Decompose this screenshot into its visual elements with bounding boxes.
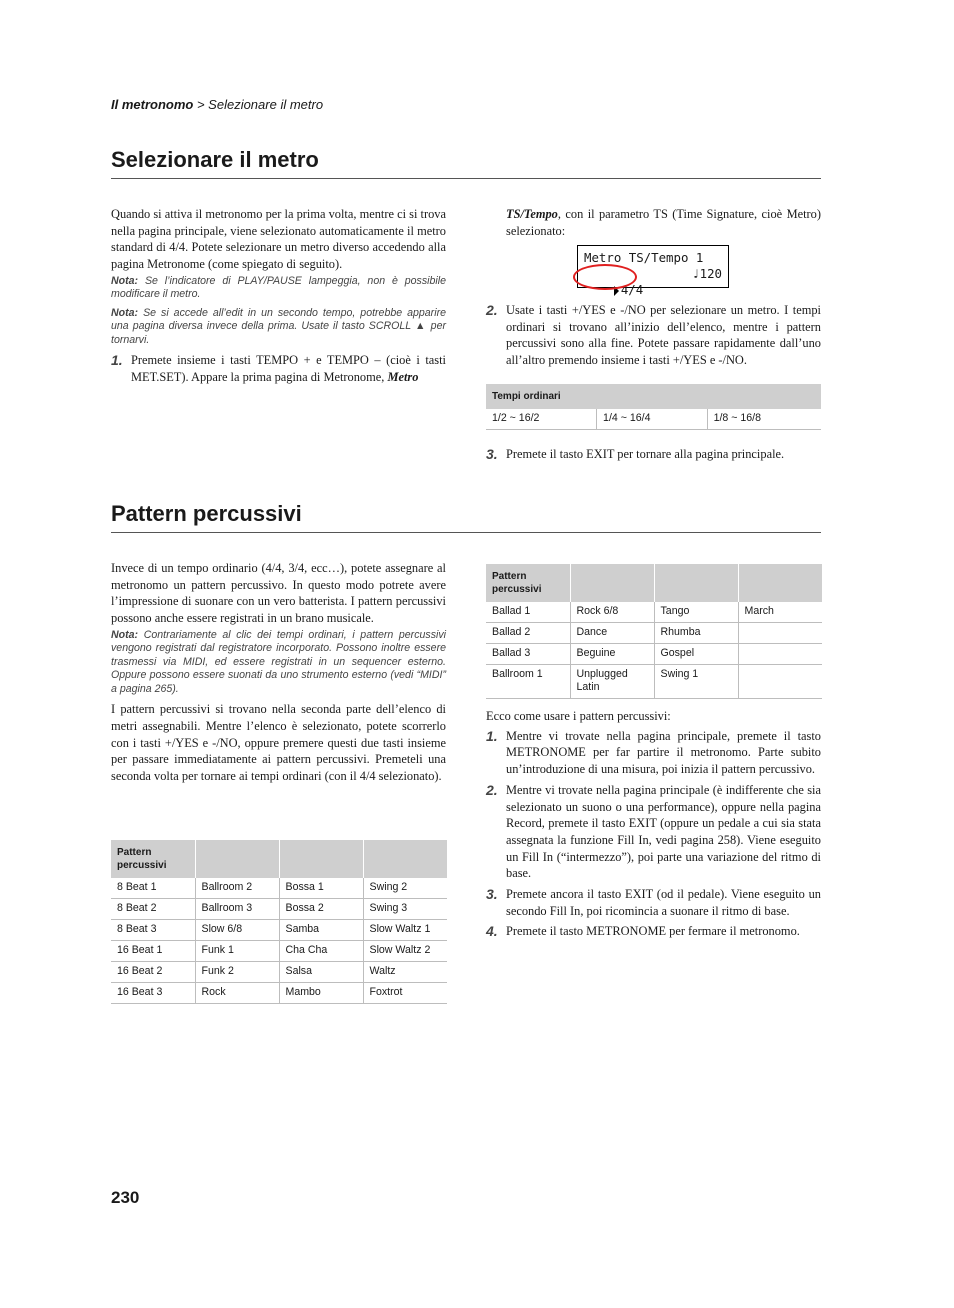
table-cell: March (738, 602, 822, 623)
table-row (111, 941, 447, 962)
table-cell: Bossa 2 (279, 899, 363, 920)
step-1-metro (111, 352, 446, 385)
step-bold-text: Metro (387, 370, 419, 385)
table-cell: Slow 6/8 (195, 920, 279, 941)
section2-intro: Invece di un tempo ordinario (4/4, 3/4, ecc…), potete assegnare al metronomo un pattern percussivo. In questo modo potrete avere l’impressione di suonare con un vero batterista. I pattern percussivi possono anche essere registrati in un brano musicale. (111, 561, 446, 626)
table-cell: Ballroom 1 (486, 665, 570, 699)
table-cell: Slow Waltz 2 (363, 941, 447, 962)
note-label: Nota: (111, 274, 139, 287)
table-cell: Swing 3 (363, 899, 447, 920)
table-cell: 8 Beat 1 (111, 878, 195, 899)
table-cell: Gospel (654, 644, 738, 665)
step-number: 2. (486, 302, 498, 318)
step-4-pattern (486, 923, 821, 940)
table-header: Pattern percussivi (486, 564, 570, 602)
note-label: Nota: (111, 628, 139, 641)
lcd-line-1: Metro TS/Tempo 1 (584, 250, 704, 265)
table-cell: Foxtrot (363, 983, 447, 1004)
step-number: 1. (486, 727, 498, 744)
step-text: Premete insieme i tasti TEMPO + e TEMPO – (cioè i tasti MET.SET). Appare la prima pagina di Metronome, (131, 353, 446, 385)
highlight-ring (573, 264, 637, 290)
section1-intro: Quando si attiva il metronomo per la prima volta, mentre ci si trova nella pagina principale, viene selezionato automaticamente il metro standard di 4/4. Potete selezionare un metro diverso accedendo alla pagina Metronome (come spiegato di seguito). (111, 207, 446, 272)
section1-right-column (486, 206, 821, 239)
section-title-pattern: Pattern percussivi (111, 501, 821, 533)
note-label: Nota: (111, 306, 139, 319)
table-cell: Funk 1 (195, 941, 279, 962)
table-cell: Unplugged Latin (570, 665, 654, 699)
page-number: 230 (111, 1188, 140, 1207)
step-3-content (486, 446, 821, 463)
table-cell: Swing 1 (654, 665, 738, 699)
note-midi (111, 629, 446, 697)
table-header-empty (363, 840, 447, 878)
table-cell: 1/4 ~ 16/4 (597, 409, 708, 430)
breadcrumb-separator: > (193, 97, 209, 112)
scroll-up-icon: ▲ (415, 320, 427, 333)
table-cell: Ballad 1 (486, 602, 570, 623)
table-row (111, 983, 447, 1004)
table-cell: Salsa (279, 962, 363, 983)
step-text: Usate i tasti +/YES e -/NO per selezionare un metro. I tempi ordinari si trovano all’inizio dell’elenco, mentre i pattern percussivi sono alla fine. Potete passare rapidamente dall’uno all’altro premendo insieme i tasti +/YES e -/NO. (506, 303, 821, 368)
note-text: Se si accede all’edit in un secondo tempo, potrebbe apparire una pagina diversa invece della prima. Usate il tasto SCROLL (111, 306, 446, 333)
table-cell: Dance (570, 623, 654, 644)
table-header: Pattern percussivi (111, 840, 195, 878)
table-cell: 1/2 ~ 16/2 (486, 409, 597, 430)
step-1-pattern (486, 728, 821, 778)
table-cell: Mambo (279, 983, 363, 1004)
table-cell: Waltz (363, 962, 447, 983)
table-cell (738, 644, 822, 665)
section2-left-column (111, 560, 446, 785)
table-cell: Rock 6/8 (570, 602, 654, 623)
section2-right-column (486, 708, 821, 944)
tempi-ordinari-table (486, 384, 821, 430)
table-cell: 16 Beat 2 (111, 962, 195, 983)
table-cell: Cha Cha (279, 941, 363, 962)
step-text: Premete ancora il tasto EXIT (od il pedale). Viene eseguito un secondo Fill In, poi ricomincia a suonare il ritmo di base. (506, 887, 821, 918)
step-text: Mentre vi trovate nella pagina principale, premete il tasto METRONOME per far partire il metronomo. Parte subito un’introduzione di una misura, poi inizia il pattern percussivo. (506, 728, 821, 777)
step-number: 1. (111, 352, 123, 369)
table-header-empty (738, 564, 822, 602)
step-number: 3. (486, 886, 498, 903)
pattern-table-left (111, 840, 447, 1004)
breadcrumb-page: Selezionare il metro (208, 97, 324, 112)
step-number: 4. (486, 923, 498, 940)
breadcrumb-section: Il metronomo (111, 97, 194, 112)
table-row (486, 602, 822, 623)
step-2-pattern (486, 782, 821, 882)
table-cell: Ballad 2 (486, 623, 570, 644)
step-3-metro (486, 444, 821, 467)
step-1-continuation (486, 206, 821, 239)
table-cell (738, 665, 822, 699)
table-cell: Ballad 3 (486, 644, 570, 665)
step-number: 2. (486, 781, 498, 798)
table-cell: 16 Beat 3 (111, 983, 195, 1004)
step-2-content (486, 302, 821, 369)
section1-left-column (111, 206, 446, 390)
lcd-tempo (692, 266, 722, 282)
table-cell: 16 Beat 1 (111, 941, 195, 962)
note-text-tail: per tornarvi. (111, 320, 446, 346)
table-cell: Ballroom 3 (195, 899, 279, 920)
section2-paragraph: I pattern percussivi si trovano nella seconda parte dell’elenco di metri assegnabili. Mentre l’elenco è selezionato, potete scorrerlo con i tasti +/YES e -/NO, oppure premere questi due tasti insieme per passare immediatamente ai pattern percussivi. Premeteli una seconda volta per tornare ai tempi ordinari (con il 4/4 selezionato). (111, 702, 446, 784)
table-cell: Ballroom 2 (195, 878, 279, 899)
table-cell: Rhumba (654, 623, 738, 644)
table-row (111, 962, 447, 983)
table-cell: Tango (654, 602, 738, 623)
table-cell: 8 Beat 3 (111, 920, 195, 941)
table-header-empty (279, 840, 363, 878)
table-header-empty (195, 840, 279, 878)
note-play-pause (111, 275, 446, 302)
table-row (486, 665, 822, 699)
table-row (111, 878, 447, 899)
note-scroll (111, 307, 446, 348)
table-row (486, 623, 822, 644)
step-text: , con il parametro TS (Time Signature, cioè Metro) selezionato: (506, 207, 821, 238)
step-text: Premete il tasto METRONOME per fermare il metronomo. (506, 924, 800, 939)
note-text: Se l’indicatore di PLAY/PAUSE lampeggia, non è possibile modificare il metro. (111, 274, 446, 301)
table-header: Tempi ordinari (486, 384, 821, 409)
table-header-empty (654, 564, 738, 602)
table-header-empty (570, 564, 654, 602)
table-cell: Swing 2 (363, 878, 447, 899)
step-2-metro (486, 300, 821, 373)
table-cell (738, 623, 822, 644)
table-row (486, 644, 822, 665)
table-cell: Slow Waltz 1 (363, 920, 447, 941)
usage-intro: Ecco come usare i pattern percussivi: (486, 709, 671, 723)
pattern-table-right (486, 564, 822, 699)
table-row (111, 920, 447, 941)
section-title-metro: Selezionare il metro (111, 147, 821, 179)
step-text: Premete il tasto EXIT per tornare alla pagina principale. (506, 447, 785, 461)
table-cell: Rock (195, 983, 279, 1004)
table-cell: 8 Beat 2 (111, 899, 195, 920)
step-3-pattern (486, 886, 821, 919)
table-cell: 1/8 ~ 16/8 (707, 409, 821, 430)
step-bold-text: TS/Tempo (506, 207, 558, 221)
step-number: 3. (486, 446, 498, 462)
table-cell: Beguine (570, 644, 654, 665)
step-text: Mentre vi trovate nella pagina principale (è indifferente che sia selezionato un suono o una performance), oppure nella pagina Record, premete il tasto EXIT (oppure un pedale a cui sia stata assegnata la funzione Fill In, vedi pagina 258). Viene eseguito un Fill In (“intermezzo”), poi parte una variazione del ritmo di base. (506, 782, 821, 881)
lcd-tempo-value: 120 (699, 266, 722, 281)
table-row (486, 409, 821, 430)
lcd-time-signature: 4/4 (620, 282, 644, 297)
table-cell: Bossa 1 (279, 878, 363, 899)
quarter-note-icon: ♩ (692, 266, 700, 281)
note-text: Contrariamente al clic dei tempi ordinari, i pattern percussivi vengono registrati dal registratore incorporato. Possono inoltre essere trasmessi via MIDI, ed essere registrati in un sequencer esterno. Oppure possono essere suonati da uno strumento esterno (vedi “MIDI” a pagina 265). (111, 628, 446, 695)
breadcrumb (111, 97, 323, 112)
table-cell: Samba (279, 920, 363, 941)
table-cell: Funk 2 (195, 962, 279, 983)
table-row (111, 899, 447, 920)
